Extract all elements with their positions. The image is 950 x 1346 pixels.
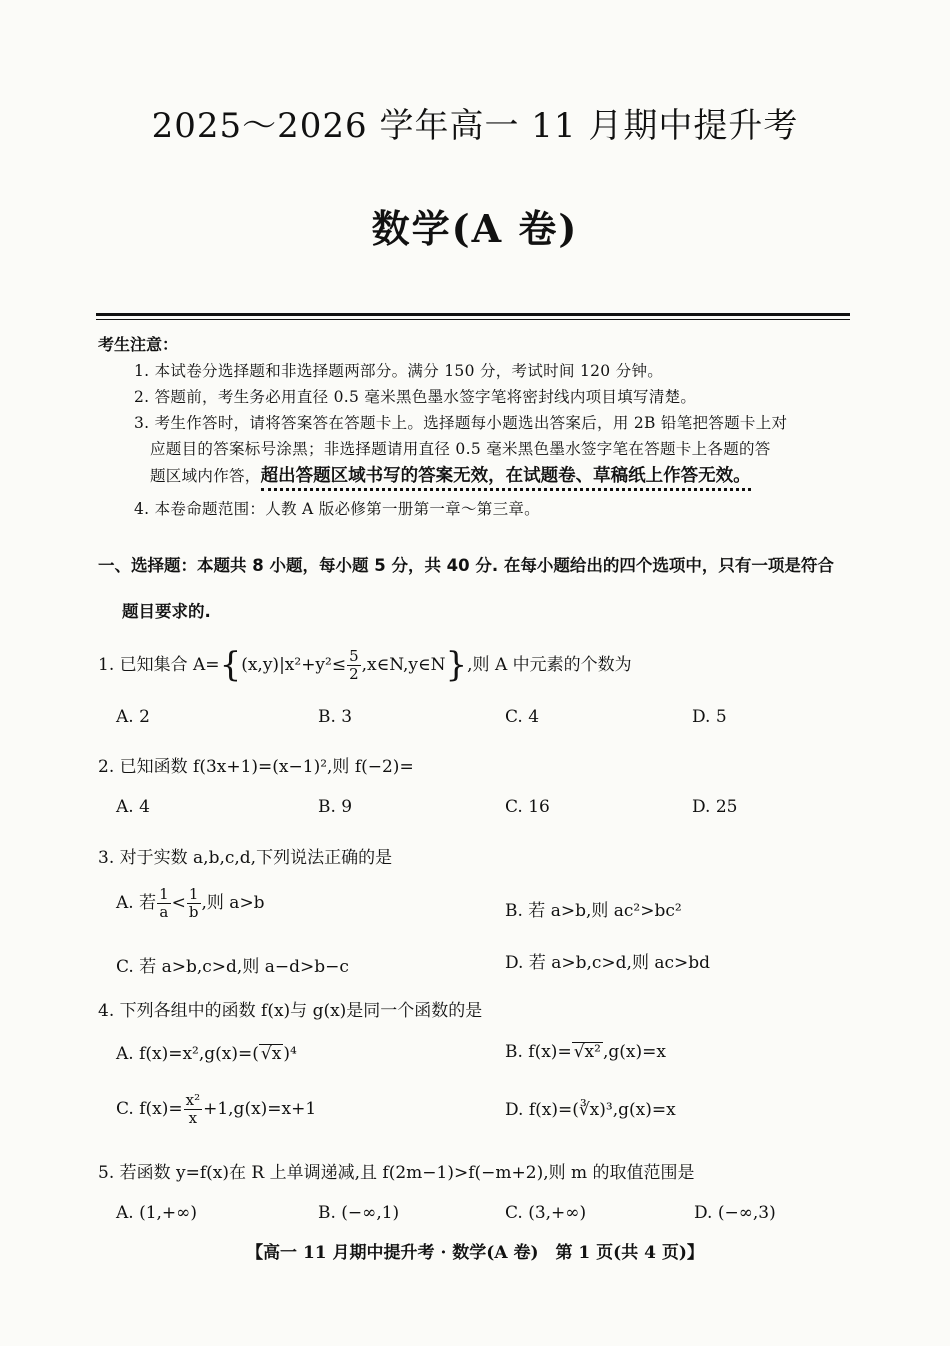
q2-option-d: D. 25 — [692, 797, 738, 817]
q4c-prefix: C. f(x)= — [116, 1099, 183, 1119]
q5-option-a: A. (1,+∞) — [116, 1203, 197, 1223]
q3a-frac-1-den: a — [159, 903, 169, 921]
q3a-frac-2 — [187, 886, 201, 921]
q1-suffix: ,则 A 中元素的个数为 — [467, 655, 632, 675]
q4c-frac-den: x — [188, 1109, 198, 1127]
notice-item-3-line2: 应题目的答案标号涂黑；非选择题请用直径 0.5 毫米黑色墨水签字笔在答题卡上各题的答 — [150, 440, 771, 458]
q1-option-d: D. 5 — [692, 707, 727, 727]
q4-option-b — [505, 1042, 666, 1062]
q3a-prefix: A. 若 — [116, 893, 157, 913]
q4-option-c — [116, 1092, 316, 1127]
q1-set-tail: ,x∈N,y∈N — [361, 655, 446, 675]
q4c-frac-num: x² — [185, 1091, 201, 1109]
q4b-prefix: B. f(x)= — [505, 1042, 572, 1062]
notice-item-3: 3. 考生作答时，请将答案答在答题卡上。选择题每小题选出答案后，用 2B 铅笔把答题卡上对 — [134, 414, 788, 432]
q3-option-d: D. 若 a>b,c>d,则 ac>bd — [505, 953, 711, 973]
q4c-fraction — [184, 1092, 202, 1127]
notice-item-3-line3 — [150, 462, 751, 487]
section-1-heading-cont: 题目要求的. — [122, 602, 211, 621]
q5-option-d: D. (−∞,3) — [694, 1203, 776, 1223]
q1-frac-den: 2 — [349, 665, 359, 683]
q4c-suffix: +1,g(x)=x+1 — [203, 1099, 317, 1119]
q3a-frac-1 — [157, 886, 171, 921]
q3-option-b: B. 若 a>b,则 ac²>bc² — [505, 901, 682, 921]
question-1 — [98, 645, 632, 685]
q1-option-c: C. 4 — [505, 707, 540, 727]
notice-heading: 考生注意： — [98, 335, 179, 354]
notice-item-3-tail: 题区域内作答， — [150, 467, 261, 485]
q3-option-c: C. 若 a>b,c>d,则 a−d>b−c — [116, 957, 349, 977]
q1-brace-open: { — [219, 645, 242, 685]
exam-title: 2025～2026 学年高一 11 月期中提升考 — [151, 106, 799, 146]
q1-option-a: A. 2 — [116, 707, 150, 727]
notice-item-1: 1. 本试卷分选择题和非选择题两部分。满分 150 分，考试时间 120 分钟。 — [134, 362, 664, 380]
q3-option-a — [116, 886, 265, 921]
notice-item-2: 2. 答题前，考生务必用直径 0.5 毫米黑色墨水签字笔将密封线内项目填写清楚。 — [134, 388, 697, 406]
page-footer: 【高一 11 月期中提升考 · 数学(A 卷) 第 1 页(共 4 页)】 — [246, 1243, 704, 1263]
header-divider-thin — [96, 319, 850, 320]
q3a-suffix: ,则 a>b — [201, 893, 265, 913]
q1-set-body: (x,y)|x²+y²≤ — [241, 655, 347, 675]
notice-item-4: 4. 本卷命题范围：人教 A 版必修第一册第一章～第三章。 — [134, 500, 540, 518]
q4-option-d: D. f(x)=(∛x)³,g(x)=x — [505, 1100, 676, 1120]
q4a-prefix: A. f(x)=x²,g(x)=( — [116, 1044, 259, 1064]
notice-emphasis: 超出答题区域书写的答案无效，在试题卷、草稿纸上作答无效。 — [261, 466, 751, 491]
q4b-radical: √x² — [573, 1042, 601, 1062]
header-divider-thick — [96, 313, 850, 316]
question-3: 3. 对于实数 a,b,c,d,下列说法正确的是 — [98, 848, 393, 868]
q1-option-b: B. 3 — [318, 707, 353, 727]
q2-option-a: A. 4 — [116, 797, 150, 817]
q2-option-b: B. 9 — [318, 797, 353, 817]
q3a-frac-1-num: 1 — [159, 885, 169, 903]
q4-option-a — [116, 1044, 297, 1064]
q4b-suffix: ,g(x)=x — [602, 1042, 666, 1062]
q1-brace-close: } — [445, 645, 468, 685]
question-4: 4. 下列各组中的函数 f(x)与 g(x)是同一个函数的是 — [98, 1001, 483, 1021]
q2-option-c: C. 16 — [505, 797, 550, 817]
q1-fraction — [347, 648, 361, 683]
q3a-frac-2-den: b — [188, 903, 199, 921]
q3a-frac-2-num: 1 — [187, 886, 201, 904]
question-2: 2. 已知函数 f(3x+1)=(x−1)²,则 f(−2)= — [98, 757, 414, 777]
q3a-lt: < — [171, 893, 186, 913]
q5-option-c: C. (3,+∞) — [505, 1203, 587, 1223]
q4a-radical: √x — [260, 1044, 282, 1064]
q1-frac-num: 5 — [349, 647, 359, 665]
q4a-suffix: )⁴ — [283, 1044, 297, 1064]
q1-prefix: 1. 已知集合 A= — [98, 655, 220, 675]
question-5: 5. 若函数 y=f(x)在 R 上单调递减,且 f(2m−1)>f(−m+2),则 m 的取值范围是 — [98, 1163, 695, 1183]
exam-subtitle: 数学(A 卷) — [371, 206, 579, 251]
section-1-heading: 一、选择题：本题共 8 小题，每小题 5 分，共 40 分. 在每小题给出的四个选项中，只有一项是符合 — [98, 556, 834, 575]
q5-option-b: B. (−∞,1) — [318, 1203, 400, 1223]
